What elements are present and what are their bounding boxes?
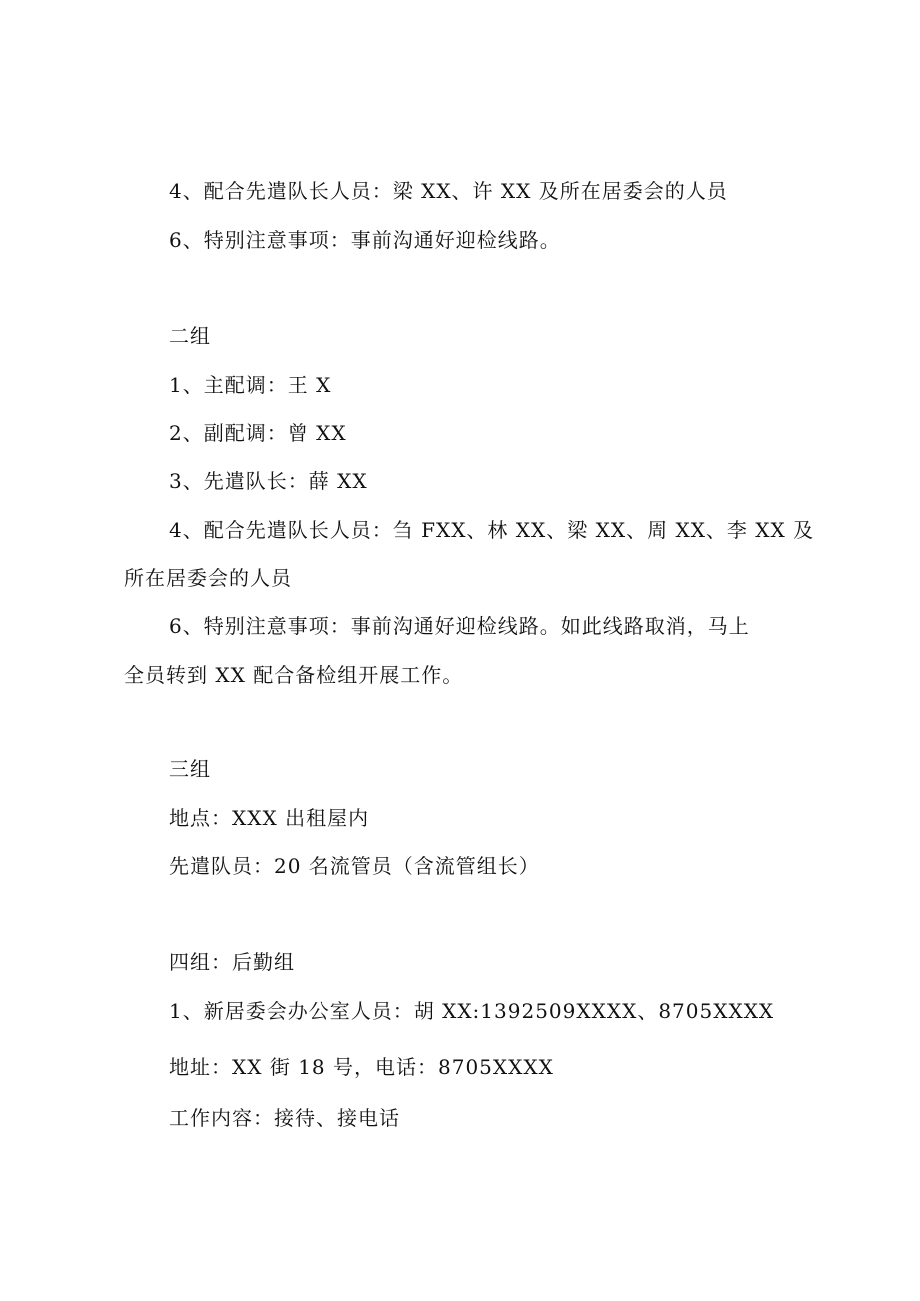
group4-address: 地址：XX 街 18 号，电话：8705XXXX	[169, 1055, 554, 1079]
group2-item2: 2、副配调：曾 XX	[169, 421, 347, 445]
group2-heading: 二组	[169, 324, 211, 348]
group1-item4: 4、配合先遣队长人员：梁 XX、许 XX 及所在居委会的人员	[169, 179, 728, 203]
group1-item6: 6、特别注意事项：事前沟通好迎检线路。	[169, 228, 561, 252]
group2-item6-line2: 全员转到 XX 配合备检组开展工作。	[124, 663, 464, 687]
group2-item4-line2: 所在居委会的人员	[124, 566, 292, 590]
group2-item4-line1: 4、配合先遣队长人员：刍 FXX、林 XX、梁 XX、周 XX、李 XX 及	[169, 518, 815, 542]
group4-item1: 1、新居委会办公室人员：胡 XX:1392509XXXX、8705XXXX	[169, 999, 775, 1023]
group3-heading: 三组	[169, 757, 211, 781]
group2-item6-line1: 6、特别注意事项：事前沟通好迎检线路。如此线路取消，马上	[169, 614, 750, 638]
group3-advance-team: 先遣队员：20 名流管员（含流管组长）	[169, 854, 540, 878]
group4-heading: 四组：后勤组	[169, 950, 295, 974]
group4-work: 工作内容：接待、接电话	[169, 1106, 400, 1130]
group2-item1: 1、主配调：王 X	[169, 373, 332, 397]
group2-item3: 3、先遣队长：薛 XX	[169, 469, 368, 493]
group3-location: 地点：XXX 出租屋内	[169, 806, 370, 830]
